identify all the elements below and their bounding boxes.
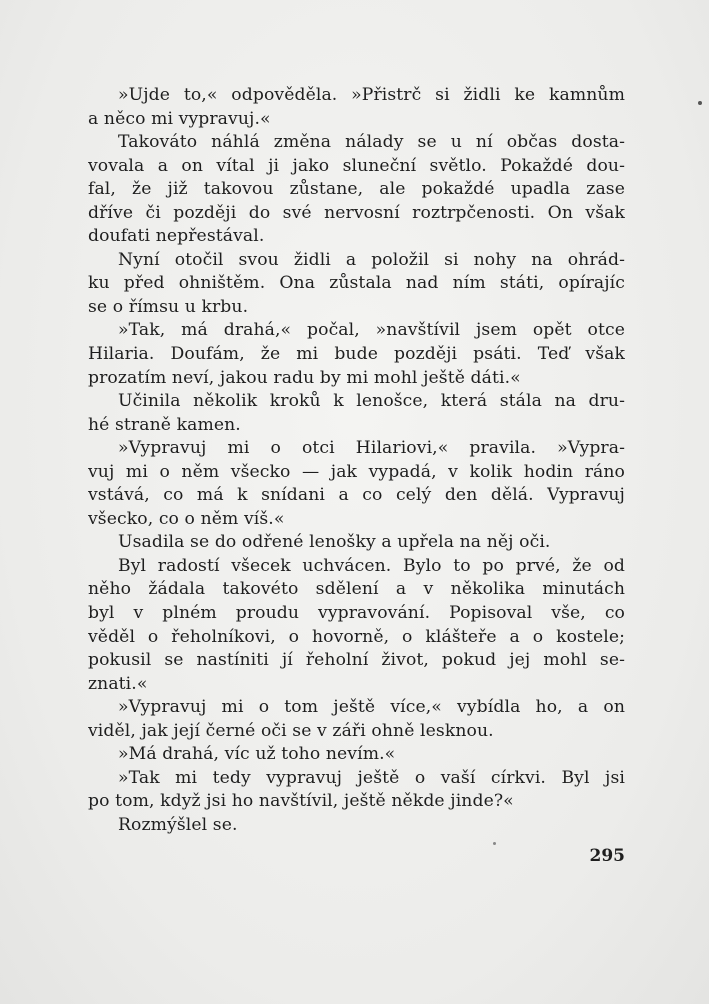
text-line: Nyní otočil svou židli a položil si nohy na ohrád-: [118, 249, 625, 270]
text-line: znati.«: [88, 673, 148, 694]
text-line: »Vypravuj mi o tom ještě více,« vybídla ho, a on: [118, 697, 625, 718]
text-line: »Tak, má drahá,« počal, »navštívil jsem opět otce: [118, 320, 625, 341]
text-line: fal, že již takovou zůstane, ale pokaždé upadla zase: [88, 179, 625, 200]
print-speck: [493, 842, 496, 845]
text-line: Rozmýšlel se.: [118, 814, 238, 835]
print-speck: [698, 101, 702, 105]
text-line: vstává, co má k snídani a co celý den dělá. Vypravuj: [88, 485, 625, 506]
text-line: viděl, jak její černé oči se v záři ohně lesknou.: [88, 720, 494, 741]
text-line: dříve či později do své nervosní roztrpčenosti. On však: [88, 202, 625, 223]
text-line: Usadila se do odřené lenošky a upřela na něj oči.: [118, 532, 551, 553]
text-line: doufati nepřestával.: [88, 226, 265, 247]
text-line: po tom, když jsi ho navštívil, ještě někde jinde?«: [88, 791, 514, 812]
text-line: »Vypravuj mi o otci Hilariovi,« pravila. »Vypra-: [118, 438, 625, 459]
page-number: 295: [589, 846, 625, 866]
body-text: [88, 84, 625, 838]
text-line: ku před ohništěm. Ona zůstala nad ním státi, opírajíc: [88, 273, 625, 294]
text-line: hé straně kamen.: [88, 414, 241, 435]
text-line: »Tak mi tedy vypravuj ještě o vaší církvi. Byl jsi: [118, 767, 625, 788]
text-line: Takováto náhlá změna nálady se u ní občas dosta-: [118, 132, 625, 153]
text-line: vuj mi o něm všecko — jak vypadá, v kolik hodin ráno: [88, 461, 625, 482]
text-line: a něco mi vypravuj.«: [88, 108, 271, 129]
text-line: Učinila několik kroků k lenošce, která stála na dru-: [118, 391, 625, 412]
text-line: všecko, co o něm víš.«: [88, 508, 285, 529]
text-line: vovala a on vítal ji jako sluneční světlo. Pokaždé dou-: [88, 155, 625, 176]
text-line: věděl o řeholníkovi, o hovorně, o klášteře a o kostele;: [88, 626, 625, 647]
text-line: byl v plném proudu vypravování. Popisoval vše, co: [88, 603, 625, 624]
text-line: »Má drahá, víc už toho nevím.«: [118, 744, 396, 765]
text-line: něho žádala takovéto sdělení a v několika minutách: [88, 579, 625, 600]
text-line: pokusil se nastíniti jí řeholní život, pokud jej mohl se-: [88, 650, 625, 671]
text-line: »Ujde to,« odpověděla. »Přistrč si židli ke kamnům: [118, 85, 625, 105]
text-line: Hilaria. Doufám, že mi bude později psáti. Teď však: [88, 344, 625, 365]
text-line: prozatím neví, jakou radu by mi mohl ještě dáti.«: [88, 367, 521, 388]
text-line: Byl radostí všecek uchvácen. Bylo to po prvé, že od: [118, 555, 625, 576]
text-line: se o římsu u krbu.: [88, 296, 249, 317]
